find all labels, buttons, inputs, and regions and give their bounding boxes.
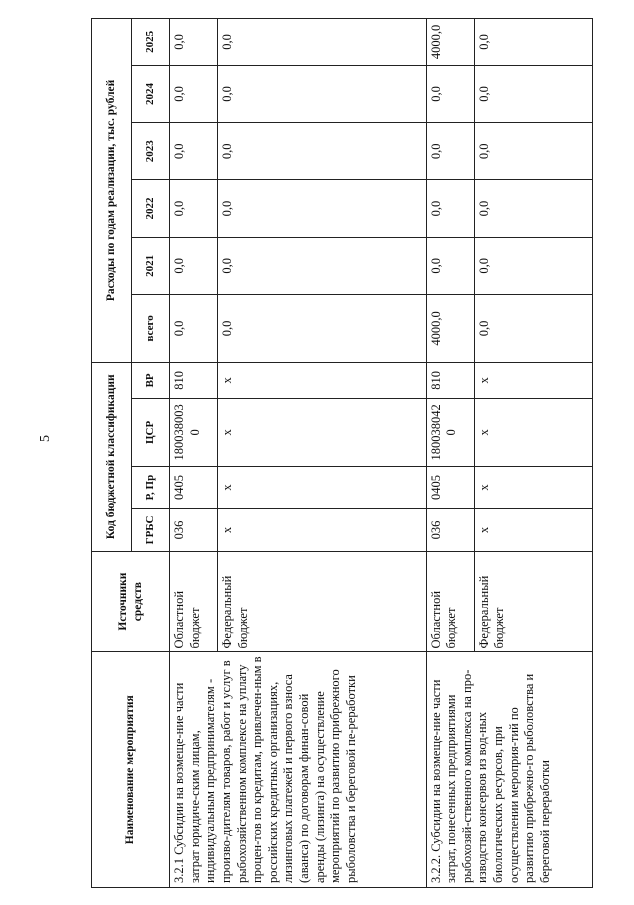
total-cell: 0,0: [474, 294, 592, 362]
total-cell: 0,0: [170, 294, 218, 362]
total-cell: 0,0: [218, 294, 426, 362]
header-2023: 2023: [132, 123, 170, 180]
y2021-cell: 0,0: [170, 237, 218, 294]
y2022-cell: 0,0: [170, 180, 218, 237]
y2025-cell: 0,0: [218, 19, 426, 66]
grbs-cell: х: [474, 509, 592, 551]
y2025-cell: 0,0: [170, 19, 218, 66]
measure-name: 3.2.2. Субсидии на возмеще-ние части затрат, понесенных предприятиями рыбохозяй-ственного комплекса на про-изводство консервов из вод-ных биологических ресурсов, при осуществлении мероприя-тий по развитию прибрежно-го рыболовства и береговой переработки: [426, 652, 592, 888]
y2022-cell: 0,0: [426, 180, 474, 237]
rpr-cell: 0405: [170, 466, 218, 508]
header-csr: ЦСР: [132, 398, 170, 466]
rpr-cell: 0405: [426, 466, 474, 508]
source-cell: Федеральный бюджет: [218, 551, 426, 652]
source-cell: Федеральный бюджет: [474, 551, 592, 652]
y2021-cell: 0,0: [426, 237, 474, 294]
grbs-cell: 036: [426, 509, 474, 551]
grbs-cell: 036: [170, 509, 218, 551]
table-row: [426, 19, 474, 888]
header-name: Наименование мероприятия: [92, 652, 170, 888]
budget-table: [91, 18, 593, 888]
y2024-cell: 0,0: [170, 65, 218, 122]
header-2021: 2021: [132, 237, 170, 294]
header-budget-code: Код бюджетной классификации: [92, 362, 132, 551]
header-total: всего: [132, 294, 170, 362]
vr-cell: х: [474, 362, 592, 398]
vr-cell: 810: [170, 362, 218, 398]
page-number: 5: [38, 435, 53, 442]
csr-cell: х: [218, 398, 426, 466]
csr-cell: 1800380030: [170, 398, 218, 466]
header-2024: 2024: [132, 65, 170, 122]
rpr-cell: х: [474, 466, 592, 508]
total-cell: 4000,0: [426, 294, 474, 362]
header-2022: 2022: [132, 180, 170, 237]
y2022-cell: 0,0: [218, 180, 426, 237]
rotated-table-sheet: [91, 18, 593, 888]
y2023-cell: 0,0: [218, 123, 426, 180]
rpr-cell: х: [218, 466, 426, 508]
csr-cell: 1800380420: [426, 398, 474, 466]
y2023-cell: 0,0: [474, 123, 592, 180]
header-grbs: ГРБС: [132, 509, 170, 551]
vr-cell: х: [218, 362, 426, 398]
y2025-cell: 4000,0: [426, 19, 474, 66]
source-cell: Областной бюджет: [170, 551, 218, 652]
vr-cell: 810: [426, 362, 474, 398]
y2022-cell: 0,0: [474, 180, 592, 237]
y2024-cell: 0,0: [218, 65, 426, 122]
source-cell: Областной бюджет: [426, 551, 474, 652]
measure-name: 3.2.1 Субсидии на возмеще-ние части затрат юридиче-ским лицам, индивидуальным предпринимателям - произво-дителям товаров, работ и услуг в рыбохозяйственном комплексе на уплату процен-тов по кредитам, привлечен-ным в российских кредитных организациях, лизинговых платежей и первого взноса (аванса) по договорам финан-совой аренды (лизинга) на осуществление мероприятий по развитию прибрежного рыболовства и береговой пе-реработки: [170, 652, 427, 888]
header-vr: ВР: [132, 362, 170, 398]
y2024-cell: 0,0: [426, 65, 474, 122]
y2021-cell: 0,0: [474, 237, 592, 294]
header-rpr: Р, Пр: [132, 466, 170, 508]
header-source: Источники средств: [92, 551, 170, 652]
y2023-cell: 0,0: [170, 123, 218, 180]
y2021-cell: 0,0: [218, 237, 426, 294]
y2023-cell: 0,0: [426, 123, 474, 180]
header-expenses: Расходы по годам реализации, тыс. рублей: [92, 19, 132, 363]
y2024-cell: 0,0: [474, 65, 592, 122]
y2025-cell: 0,0: [474, 19, 592, 66]
grbs-cell: х: [218, 509, 426, 551]
header-2025: 2025: [132, 19, 170, 66]
table-row: [170, 19, 218, 888]
csr-cell: х: [474, 398, 592, 466]
